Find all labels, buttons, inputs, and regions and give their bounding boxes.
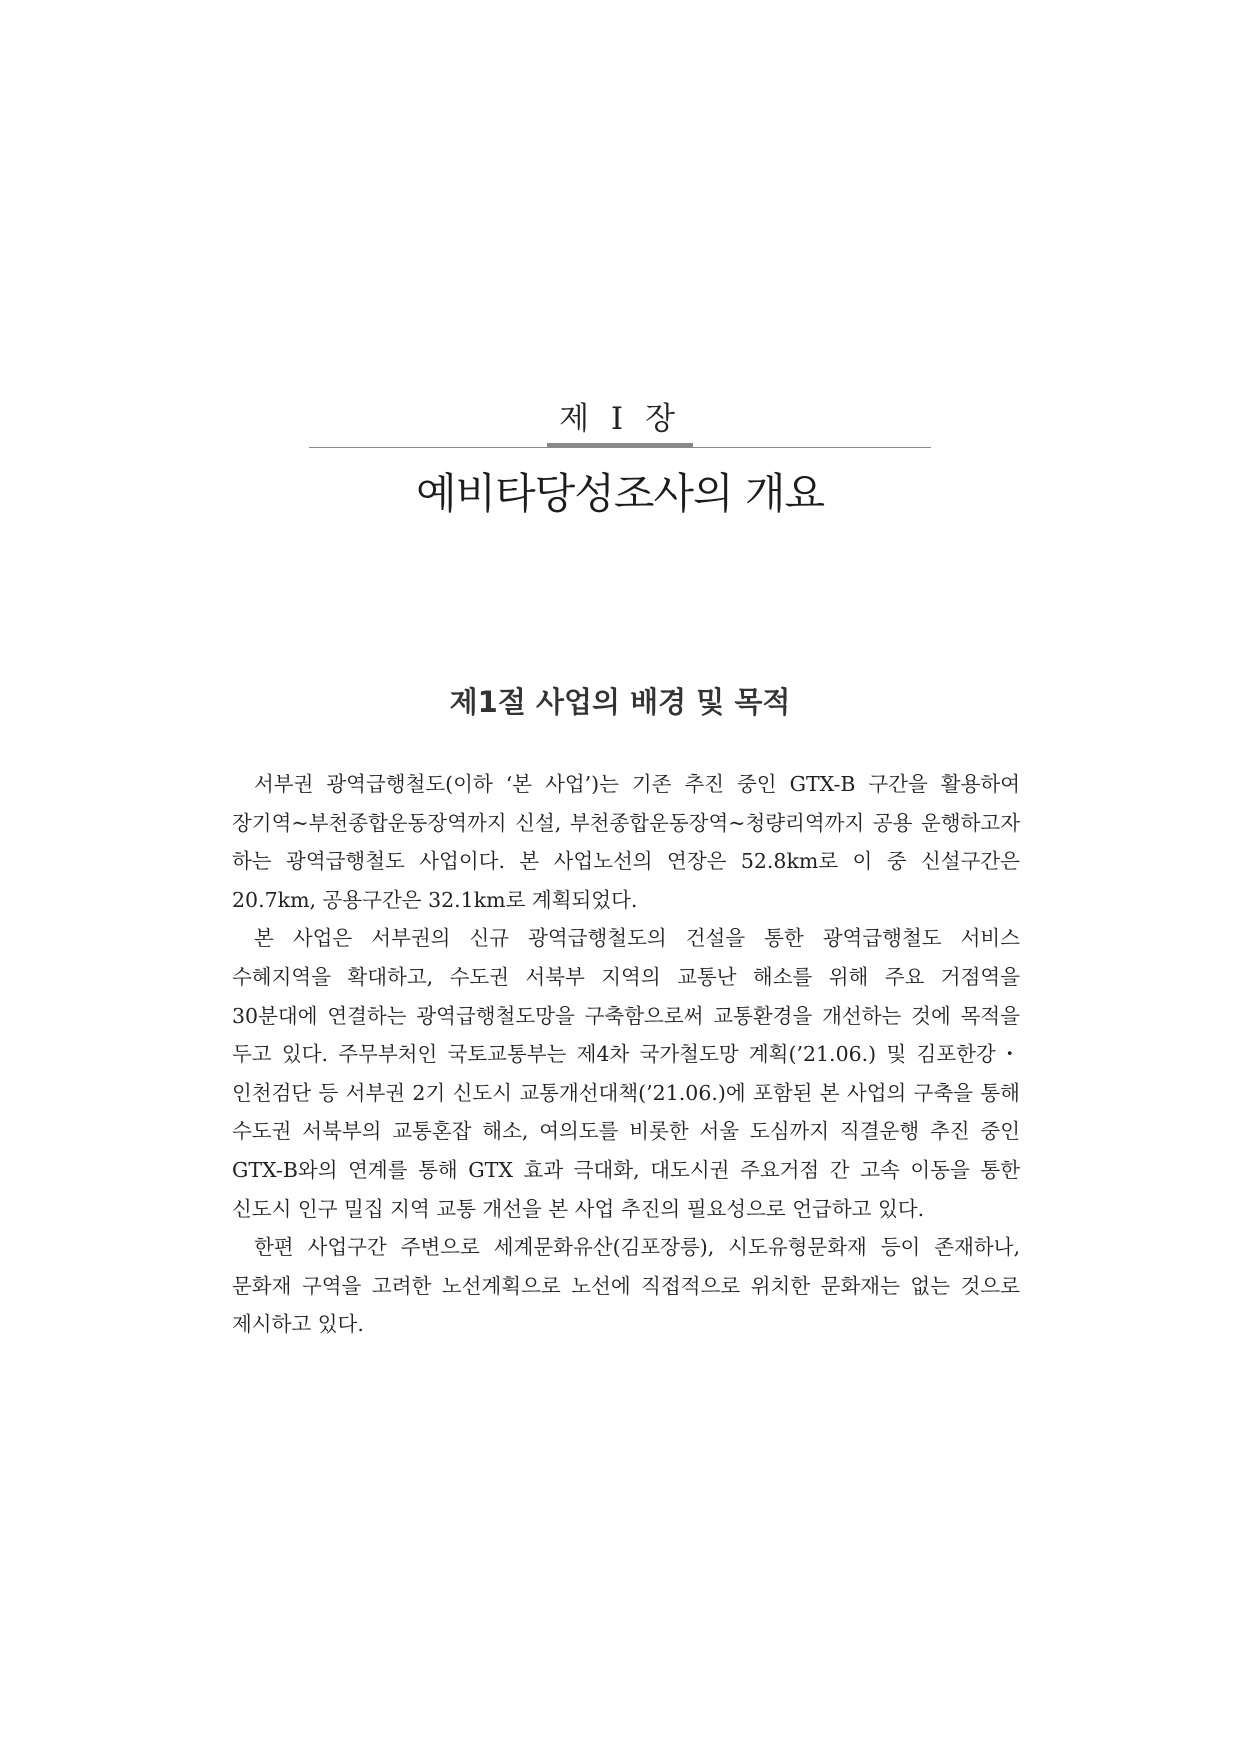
chapter-heading bbox=[0, 395, 1240, 529]
section-title: 제1절 사업의 배경 및 목적 bbox=[449, 685, 791, 719]
body-text bbox=[232, 765, 1020, 1344]
chapter-title: 예비타당성조사의 개요 bbox=[415, 469, 825, 518]
chapter-divider bbox=[309, 443, 931, 451]
paragraph-2: 본 사업은 서부권의 신규 광역급행철도의 건설을 통한 광역급행철도 서비스 수혜지역을 확대하고, 수도권 서북부 지역의 교통난 해소를 위해 주요 거점역을 30분대에 연결하는 광역급행철도망을 구축함으로써 교통환경을 개선하는 것에 목적을 두고 있다. 주무부처인 국토교통부는 제4차 국가철도망 계획(’21.06.) 및 김포한강・인천검단 등 서부권 2기 신도시 교통개선대책(’21.06.)에 포함된 본 사업의 구축을 통해 수도권 서북부의 교통혼잡 해소, 여의도를 비롯한 서울 도심까지 직결운행 추진 중인 GTX-B와의 연계를 통해 GTX 효과 극대화, 대도시권 주요거점 간 고속 이동을 통한 신도시 인구 밀집 지역 교통 개선을 본 사업 추진의 필요성으로 언급하고 있다. bbox=[232, 926, 1020, 1221]
divider-thick-bar bbox=[547, 443, 693, 448]
chapter-label: 제 Ⅰ 장 bbox=[559, 401, 681, 437]
paragraph-3: 한편 사업구간 주변으로 세계문화유산(김포장릉), 시도유형문화재 등이 존재하나, 문화재 구역을 고려한 노선계획으로 노선에 직접적으로 위치한 문화재는 없는 것으로 제시하고 있다. bbox=[232, 1235, 1020, 1337]
paragraph-1: 서부권 광역급행철도(이하 ‘본 사업’)는 기존 추진 중인 GTX-B 구간을 활용하여 장기역~부천종합운동장역까지 신설, 부천종합운동장역~청량리역까지 공용 운행하고자 하는 광역급행철도 사업이다. 본 사업노선의 연장은 52.8km로 이 중 신설구간은 20.7km, 공용구간은 32.1km로 계획되었다. bbox=[232, 772, 1020, 912]
